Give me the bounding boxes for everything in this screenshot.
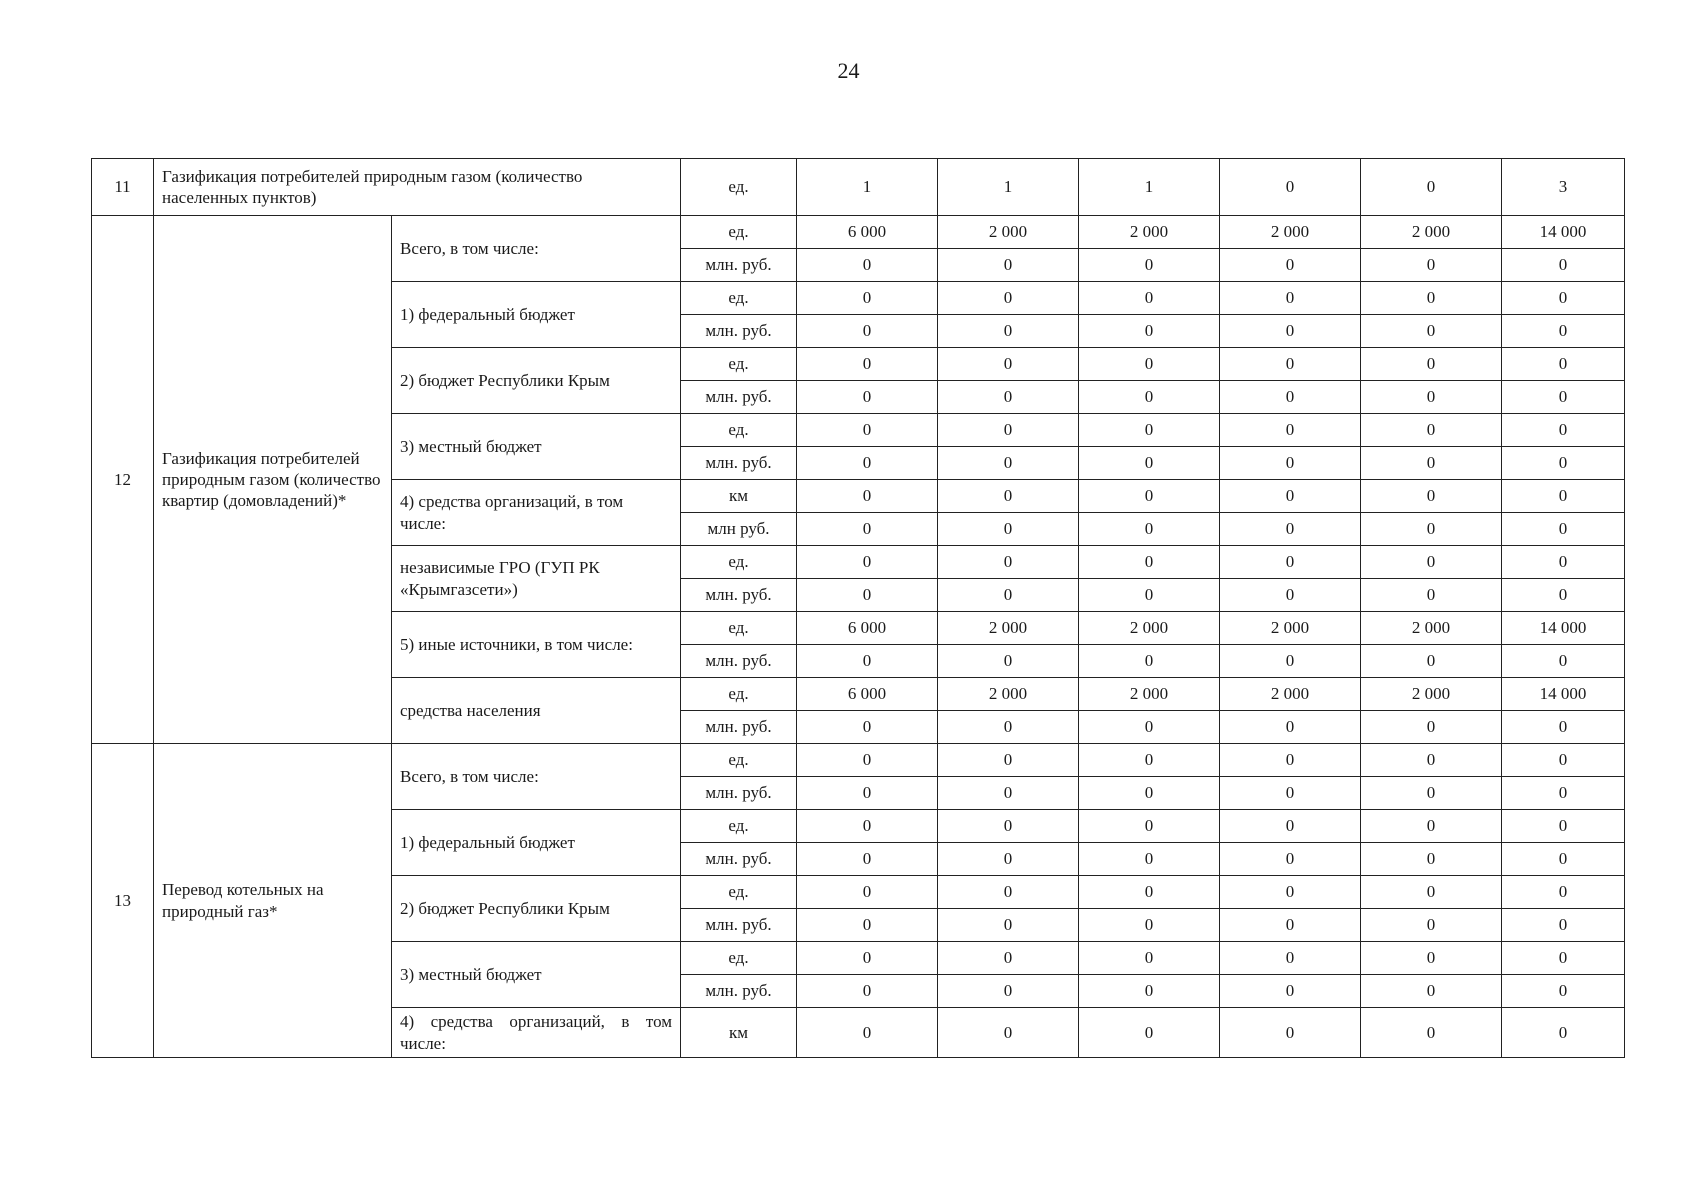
- unit-cell: млн. руб.: [681, 975, 797, 1008]
- value-cell: 0: [1361, 876, 1502, 909]
- sub-label: 4) средства организаций, в том числе:: [392, 480, 681, 546]
- value-cell: 2 000: [938, 678, 1079, 711]
- sub-label: 4) средства организаций, в том числе:: [392, 1008, 681, 1058]
- value-cell: 0: [1220, 777, 1361, 810]
- unit-cell: ед.: [681, 414, 797, 447]
- value-cell: 0: [1502, 843, 1625, 876]
- value-cell: 0: [1220, 711, 1361, 744]
- value-cell: 0: [938, 645, 1079, 678]
- page-number: 24: [837, 58, 860, 83]
- value-cell: 0: [1361, 381, 1502, 414]
- value-cell: 2 000: [1361, 678, 1502, 711]
- value-cell: 0: [797, 810, 938, 843]
- table-row: [92, 216, 1625, 249]
- value-cell: 1: [1079, 159, 1220, 216]
- value-cell: 2 000: [1220, 216, 1361, 249]
- value-cell: 0: [938, 546, 1079, 579]
- value-cell: 0: [1361, 810, 1502, 843]
- value-cell: 2 000: [1220, 612, 1361, 645]
- sub-label: 5) иные источники, в том числе:: [392, 612, 681, 678]
- value-cell: 2 000: [1220, 678, 1361, 711]
- value-cell: 0: [1502, 381, 1625, 414]
- unit-cell: млн. руб.: [681, 777, 797, 810]
- value-cell: 6 000: [797, 612, 938, 645]
- value-cell: 0: [1220, 447, 1361, 480]
- value-cell: 0: [938, 513, 1079, 546]
- value-cell: 14 000: [1502, 678, 1625, 711]
- unit-cell: млн. руб.: [681, 645, 797, 678]
- value-cell: 0: [1502, 744, 1625, 777]
- value-cell: 0: [797, 909, 938, 942]
- value-cell: 0: [797, 777, 938, 810]
- value-cell: 0: [938, 909, 1079, 942]
- value-cell: 0: [1502, 876, 1625, 909]
- unit-cell: ед.: [681, 216, 797, 249]
- value-cell: 0: [1079, 711, 1220, 744]
- sub-label: 1) федеральный бюджет: [392, 810, 681, 876]
- value-cell: 0: [1220, 315, 1361, 348]
- unit-cell: ед.: [681, 546, 797, 579]
- value-cell: 0: [1220, 381, 1361, 414]
- value-cell: 0: [797, 282, 938, 315]
- value-cell: 0: [1079, 579, 1220, 612]
- value-cell: 0: [1079, 480, 1220, 513]
- unit-cell: млн. руб.: [681, 843, 797, 876]
- value-cell: 2 000: [1079, 678, 1220, 711]
- value-cell: 0: [1361, 282, 1502, 315]
- value-cell: 2 000: [1079, 612, 1220, 645]
- value-cell: 0: [938, 447, 1079, 480]
- value-cell: 0: [938, 975, 1079, 1008]
- value-cell: 0: [1502, 546, 1625, 579]
- unit-cell: млн. руб.: [681, 909, 797, 942]
- value-cell: 0: [938, 711, 1079, 744]
- value-cell: 0: [1502, 480, 1625, 513]
- value-cell: 0: [1502, 513, 1625, 546]
- value-cell: 0: [938, 381, 1079, 414]
- unit-cell: млн. руб.: [681, 447, 797, 480]
- unit-cell: млн. руб.: [681, 249, 797, 282]
- row-title: Газификация потребителей природным газом (количество населенных пунктов): [154, 159, 681, 216]
- value-cell: 0: [1079, 447, 1220, 480]
- value-cell: 0: [1502, 249, 1625, 282]
- value-cell: 0: [1361, 513, 1502, 546]
- value-cell: 0: [938, 579, 1079, 612]
- program-indicators-table: [91, 158, 1625, 1058]
- value-cell: 0: [1502, 810, 1625, 843]
- value-cell: 0: [938, 843, 1079, 876]
- value-cell: 0: [1361, 744, 1502, 777]
- value-cell: 1: [938, 159, 1079, 216]
- unit-cell: ед.: [681, 810, 797, 843]
- value-cell: 0: [938, 744, 1079, 777]
- value-cell: 0: [1079, 513, 1220, 546]
- value-cell: 0: [1502, 579, 1625, 612]
- value-cell: 0: [1220, 159, 1361, 216]
- value-cell: 0: [1220, 810, 1361, 843]
- value-cell: 14 000: [1502, 612, 1625, 645]
- table-row: [92, 159, 1625, 216]
- value-cell: 0: [1220, 909, 1361, 942]
- value-cell: 0: [1361, 909, 1502, 942]
- value-cell: 0: [938, 876, 1079, 909]
- sub-label: средства населения: [392, 678, 681, 744]
- value-cell: 0: [797, 645, 938, 678]
- value-cell: 0: [938, 249, 1079, 282]
- value-cell: 0: [1079, 546, 1220, 579]
- value-cell: 0: [797, 1008, 938, 1058]
- value-cell: 0: [797, 876, 938, 909]
- value-cell: 0: [1079, 348, 1220, 381]
- sub-label: 3) местный бюджет: [392, 942, 681, 1008]
- value-cell: 0: [1361, 777, 1502, 810]
- value-cell: 0: [1220, 282, 1361, 315]
- value-cell: 0: [1079, 1008, 1220, 1058]
- value-cell: 0: [797, 942, 938, 975]
- value-cell: 6 000: [797, 216, 938, 249]
- unit-cell: млн. руб.: [681, 315, 797, 348]
- value-cell: 0: [1361, 249, 1502, 282]
- sub-label: Всего, в том числе:: [392, 216, 681, 282]
- value-cell: 0: [1361, 447, 1502, 480]
- value-cell: 0: [1361, 711, 1502, 744]
- value-cell: 0: [797, 249, 938, 282]
- value-cell: 0: [797, 414, 938, 447]
- value-cell: 0: [1502, 975, 1625, 1008]
- value-cell: 2 000: [938, 612, 1079, 645]
- value-cell: 0: [1361, 975, 1502, 1008]
- value-cell: 0: [1220, 744, 1361, 777]
- value-cell: 0: [938, 1008, 1079, 1058]
- value-cell: 0: [1502, 447, 1625, 480]
- value-cell: 0: [938, 315, 1079, 348]
- value-cell: 0: [1079, 975, 1220, 1008]
- value-cell: 0: [797, 975, 938, 1008]
- unit-cell: млн. руб.: [681, 711, 797, 744]
- unit-cell: км: [681, 1008, 797, 1058]
- value-cell: 0: [938, 348, 1079, 381]
- value-cell: 0: [1220, 942, 1361, 975]
- value-cell: 0: [1079, 249, 1220, 282]
- value-cell: 0: [938, 282, 1079, 315]
- unit-cell: ед.: [681, 282, 797, 315]
- value-cell: 0: [797, 579, 938, 612]
- value-cell: 0: [1361, 315, 1502, 348]
- unit-cell: ед.: [681, 876, 797, 909]
- value-cell: 0: [1220, 348, 1361, 381]
- unit-cell: ед.: [681, 612, 797, 645]
- value-cell: 0: [1361, 546, 1502, 579]
- unit-cell: км: [681, 480, 797, 513]
- value-cell: 0: [797, 315, 938, 348]
- value-cell: 0: [938, 480, 1079, 513]
- value-cell: 0: [1361, 1008, 1502, 1058]
- value-cell: 1: [797, 159, 938, 216]
- sub-label: 2) бюджет Республики Крым: [392, 876, 681, 942]
- value-cell: 0: [1502, 777, 1625, 810]
- value-cell: 0: [1220, 480, 1361, 513]
- value-cell: 14 000: [1502, 216, 1625, 249]
- value-cell: 2 000: [1079, 216, 1220, 249]
- unit-cell: млн руб.: [681, 513, 797, 546]
- value-cell: 0: [1361, 159, 1502, 216]
- value-cell: 0: [1079, 744, 1220, 777]
- value-cell: 0: [1361, 645, 1502, 678]
- row-title: Газификация потребителей природным газом (количество квартир (домовладений)*: [154, 216, 392, 744]
- value-cell: 0: [797, 480, 938, 513]
- value-cell: 0: [1361, 843, 1502, 876]
- table-row: [92, 744, 1625, 777]
- value-cell: 0: [1220, 843, 1361, 876]
- value-cell: 0: [1361, 942, 1502, 975]
- value-cell: 2 000: [1361, 612, 1502, 645]
- value-cell: 0: [1502, 348, 1625, 381]
- unit-cell: ед.: [681, 348, 797, 381]
- sub-label: 1) федеральный бюджет: [392, 282, 681, 348]
- value-cell: 0: [797, 447, 938, 480]
- value-cell: 0: [1079, 315, 1220, 348]
- value-cell: 0: [1502, 909, 1625, 942]
- unit-cell: млн. руб.: [681, 579, 797, 612]
- value-cell: 0: [1502, 645, 1625, 678]
- value-cell: 0: [1220, 975, 1361, 1008]
- value-cell: 2 000: [1361, 216, 1502, 249]
- row-number: 13: [92, 744, 154, 1058]
- value-cell: 0: [1220, 546, 1361, 579]
- sub-label: Всего, в том числе:: [392, 744, 681, 810]
- unit-cell: ед.: [681, 678, 797, 711]
- row-number: 11: [92, 159, 154, 216]
- sub-label: независимые ГРО (ГУП РК «Крымгазсети»): [392, 546, 681, 612]
- value-cell: 2 000: [938, 216, 1079, 249]
- value-cell: 0: [1079, 414, 1220, 447]
- value-cell: 0: [1502, 282, 1625, 315]
- value-cell: 0: [1502, 942, 1625, 975]
- value-cell: 0: [797, 744, 938, 777]
- value-cell: 0: [1502, 1008, 1625, 1058]
- row-number: 12: [92, 216, 154, 744]
- unit-cell: млн. руб.: [681, 381, 797, 414]
- row-title: Перевод котельных на природный газ*: [154, 744, 392, 1058]
- value-cell: 3: [1502, 159, 1625, 216]
- value-cell: 0: [797, 381, 938, 414]
- value-cell: 0: [797, 711, 938, 744]
- value-cell: 0: [1220, 645, 1361, 678]
- value-cell: 6 000: [797, 678, 938, 711]
- value-cell: 0: [1502, 414, 1625, 447]
- value-cell: 0: [1220, 513, 1361, 546]
- sub-label: 2) бюджет Республики Крым: [392, 348, 681, 414]
- value-cell: 0: [1079, 381, 1220, 414]
- value-cell: 0: [797, 348, 938, 381]
- value-cell: 0: [797, 546, 938, 579]
- value-cell: 0: [938, 810, 1079, 843]
- value-cell: 0: [1220, 579, 1361, 612]
- value-cell: 0: [1079, 942, 1220, 975]
- value-cell: 0: [1220, 1008, 1361, 1058]
- value-cell: 0: [1361, 414, 1502, 447]
- value-cell: 0: [1361, 579, 1502, 612]
- value-cell: 0: [797, 843, 938, 876]
- value-cell: 0: [1079, 645, 1220, 678]
- value-cell: 0: [1079, 876, 1220, 909]
- value-cell: 0: [1220, 414, 1361, 447]
- value-cell: 0: [1361, 348, 1502, 381]
- value-cell: 0: [1079, 909, 1220, 942]
- value-cell: 0: [1361, 480, 1502, 513]
- value-cell: 0: [1220, 249, 1361, 282]
- value-cell: 0: [1079, 777, 1220, 810]
- value-cell: 0: [1079, 843, 1220, 876]
- sub-label: 3) местный бюджет: [392, 414, 681, 480]
- unit-cell: ед.: [681, 159, 797, 216]
- value-cell: 0: [1079, 810, 1220, 843]
- unit-cell: ед.: [681, 942, 797, 975]
- value-cell: 0: [1220, 876, 1361, 909]
- value-cell: 0: [1079, 282, 1220, 315]
- value-cell: 0: [938, 942, 1079, 975]
- value-cell: 0: [1502, 315, 1625, 348]
- unit-cell: ед.: [681, 744, 797, 777]
- value-cell: 0: [1502, 711, 1625, 744]
- value-cell: 0: [938, 777, 1079, 810]
- value-cell: 0: [938, 414, 1079, 447]
- value-cell: 0: [797, 513, 938, 546]
